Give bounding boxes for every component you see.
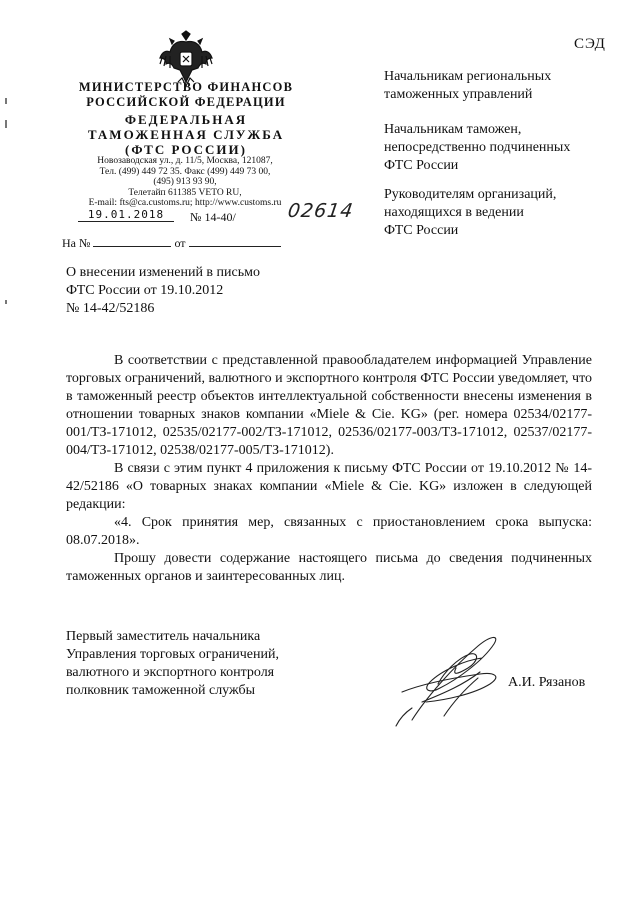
letter-subject <box>66 264 326 318</box>
position-line: валютного и экспортного контроля <box>66 665 275 680</box>
letter-body <box>66 352 592 586</box>
service-name <box>60 112 312 157</box>
sender-contacts <box>56 156 314 209</box>
addressee-block <box>384 121 614 175</box>
addressee-block <box>384 68 614 104</box>
scan-edge-mark <box>5 300 7 304</box>
subject-line: ФТС России от 19.10.2012 <box>66 283 224 298</box>
addressee-line: Руководителям организаций, <box>384 187 557 202</box>
position-line: Первый заместитель начальника <box>66 629 261 644</box>
subject-line: № 14-42/52186 <box>66 301 155 316</box>
handwritten-signature <box>382 628 522 736</box>
reference-number-blank <box>93 236 171 247</box>
ministry-line: РОССИЙСКОЙ ФЕДЕРАЦИИ <box>86 95 286 109</box>
contact-line: (495) 913 93 90, <box>153 177 217 187</box>
contact-line: Телетайп 611385 VETO RU, <box>128 187 242 198</box>
registration-number-handwritten: 02614 <box>286 200 355 222</box>
addressee-line: ФТС России <box>384 223 459 238</box>
registration-date: 19.01.2018 <box>78 208 174 222</box>
service-line: ФЕДЕРАЛЬНАЯ <box>124 112 248 127</box>
contact-line: Новозаводская ул., д. 11/5, Москва, 121087, <box>97 156 273 166</box>
addressee-line: непосредственно подчиненных <box>384 140 571 155</box>
reference-line <box>62 236 281 251</box>
registration-number-label: № 14-40/ <box>190 210 236 224</box>
scan-edge-mark <box>5 120 7 128</box>
contact-line: Тел. (499) 449 72 35. Факс (499) 449 73 00, <box>99 166 271 177</box>
service-line: ТАМОЖЕННАЯ СЛУЖБА <box>87 127 285 142</box>
position-line: полковник таможенной службы <box>66 683 256 698</box>
addressee-line: ФТС России <box>384 158 459 173</box>
addressee-line: Начальникам региональных <box>384 69 552 84</box>
document-system-mark: СЭД <box>574 36 606 52</box>
contact-line: E-mail: fts@ca.customs.ru; http://www.customs.ru <box>88 198 282 208</box>
body-paragraph: Прошу довести содержание настоящего письма до сведения подчиненных таможенных органов и заинтересованных лиц. <box>66 551 592 584</box>
body-paragraph: В соответствии с представленной правообладателем информацией Управление торговых ограничений, валютного и экспортного контроля ФТС России уведомляет, что в таможенный реестр объектов интеллектуальной собственности внесены изменения в отношении товарных знаков компании «Miele & Cie. KG» (рег. номера 02534/02177-001/ТЗ-171012, 02535/02177-002/ТЗ-171012, 02536/02177-003/ТЗ-171012, 02537/02177-004/ТЗ-171012, 02538/02177-005/ТЗ-171012). <box>66 353 592 458</box>
body-paragraph: В связи с этим пункт 4 приложения к письму ФТС России от 19.10.2012 № 14-42/52186 «О товарных знаках компании «Miele & Cie. KG» изложен в следующей редакции: <box>66 461 592 512</box>
signatory-name: А.И. Рязанов <box>508 675 586 690</box>
subject-line: О внесении изменений в письмо <box>66 265 260 280</box>
reference-from-label: от <box>174 236 186 250</box>
body-paragraph: «4. Срок принятия мер, связанных с приостановлением срока выпуска: 08.07.2018». <box>66 515 592 548</box>
scan-edge-mark <box>5 98 7 104</box>
ministry-line: МИНИСТЕРСТВО ФИНАНСОВ <box>78 80 294 94</box>
service-line: (ФТС РОССИИ) <box>125 142 247 157</box>
ministry-name <box>60 80 312 110</box>
addressee-line: Начальникам таможен, <box>384 122 522 137</box>
addressee-block <box>384 186 614 240</box>
addressee-line: находящихся в ведении <box>384 205 524 220</box>
position-line: Управления торговых ограничений, <box>66 647 279 662</box>
addressee-line: таможенных управлений <box>384 87 533 102</box>
signatory-position <box>66 628 336 700</box>
reference-date-blank <box>189 236 281 247</box>
reference-label: На № <box>62 236 91 250</box>
